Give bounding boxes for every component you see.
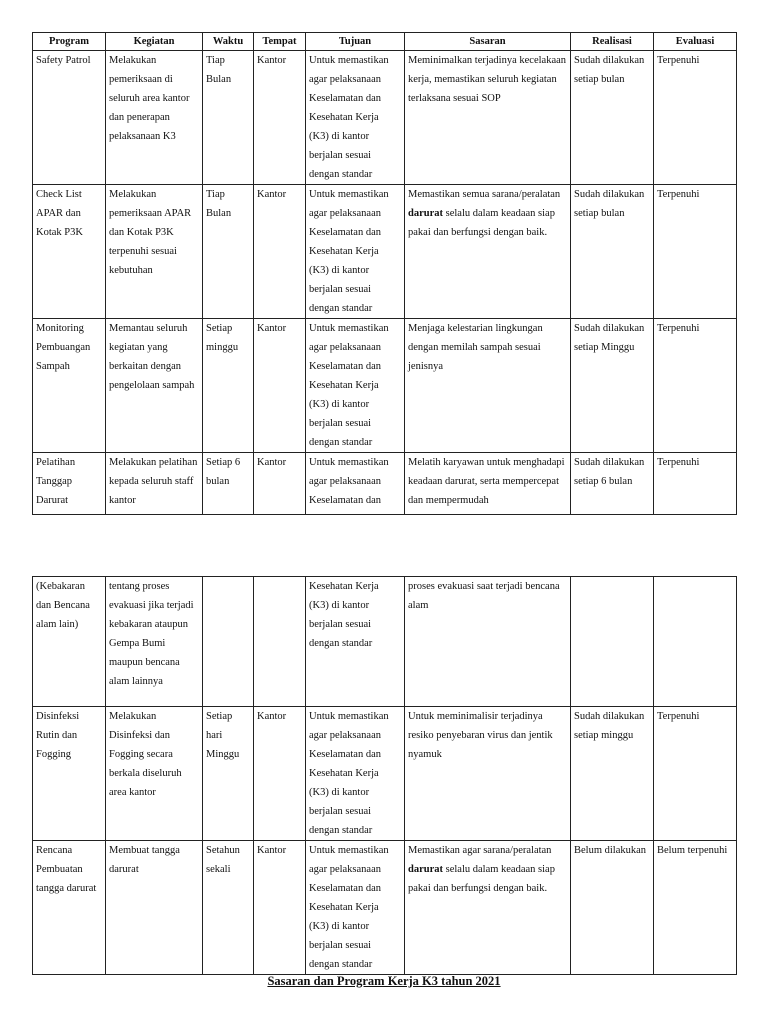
table-row xyxy=(33,185,737,319)
k3-program-table-part2 xyxy=(32,576,737,975)
header-evaluasi: Evaluasi xyxy=(654,33,737,51)
cell-tempat: Kantor xyxy=(254,51,306,185)
document-caption: Sasaran dan Program Kerja K3 tahun 2021 xyxy=(267,974,501,988)
cell-waktu: Setiap hari Minggu xyxy=(203,707,254,841)
cell-sasaran: Meminimalkan terjadinya kecelakaan kerja, memastikan seluruh kegiatan terlaksana sesuai SOP xyxy=(405,51,571,185)
cell-sasaran: Menjaga kelestarian lingkungan dengan memilah sampah sesuai jenisnya xyxy=(405,319,571,453)
table-row xyxy=(33,841,737,975)
cell-sasaran: Untuk meminimalisir terjadinya resiko penyebaran virus dan jentik nyamuk xyxy=(405,707,571,841)
cell-waktu: Setiap minggu xyxy=(203,319,254,453)
header-tempat: Tempat xyxy=(254,33,306,51)
cell-evaluasi: Terpenuhi xyxy=(654,51,737,185)
cell-evaluasi: Terpenuhi xyxy=(654,707,737,841)
cell-kegiatan: Melakukan pemeriksaan di seluruh area kantor dan penerapan pelaksanaan K3 xyxy=(106,51,203,185)
k3-program-table-part1 xyxy=(32,32,737,515)
header-tujuan: Tujuan xyxy=(306,33,405,51)
sasaran-text: Memastikan semua sarana/peralatan xyxy=(408,189,561,200)
sasaran-text: Memastikan agar sarana/peralatan xyxy=(408,845,552,856)
header-realisasi: Realisasi xyxy=(571,33,654,51)
cell-waktu: Tiap Bulan xyxy=(203,185,254,319)
table-row xyxy=(33,577,737,707)
cell-program: Safety Patrol xyxy=(33,51,106,185)
cell-realisasi xyxy=(571,577,654,707)
cell-kegiatan: Melakukan Disinfeksi dan Fogging secara berkala diseluruh area kantor xyxy=(106,707,203,841)
table-row xyxy=(33,707,737,841)
cell-kegiatan: Memantau seluruh kegiatan yang berkaitan dengan pengelolaan sampah xyxy=(106,319,203,453)
cell-program: Pelatihan Tanggap Darurat xyxy=(33,453,106,515)
cell-kegiatan: Melakukan pemeriksaan APAR dan Kotak P3K terpenuhi sesuai kebutuhan xyxy=(106,185,203,319)
cell-program: Disinfeksi Rutin dan Fogging xyxy=(33,707,106,841)
table-row xyxy=(33,453,737,515)
cell-tempat: Kantor xyxy=(254,319,306,453)
cell-realisasi: Sudah dilakukan setiap bulan xyxy=(571,51,654,185)
cell-kegiatan: tentang proses evakuasi jika terjadi kebakaran ataupun Gempa Bumi maupun bencana alam lainnya xyxy=(106,577,203,707)
cell-kegiatan: Melakukan pelatihan kepada seluruh staff kantor xyxy=(106,453,203,515)
cell-evaluasi: Terpenuhi xyxy=(654,319,737,453)
cell-tempat: Kantor xyxy=(254,453,306,515)
cell-realisasi: Sudah dilakukan setiap 6 bulan xyxy=(571,453,654,515)
cell-waktu: Tiap Bulan xyxy=(203,51,254,185)
header-program: Program xyxy=(33,33,106,51)
sasaran-text: selalu dalam keadaan siap pakai dan berfungsi dengan baik. xyxy=(408,208,555,238)
table-row xyxy=(33,319,737,453)
header-waktu: Waktu xyxy=(203,33,254,51)
cell-tujuan: Untuk memastikan agar pelaksanaan Keselamatan dan xyxy=(306,453,405,515)
cell-realisasi: Sudah dilakukan setiap minggu xyxy=(571,707,654,841)
cell-tempat: Kantor xyxy=(254,185,306,319)
cell-waktu: Setahun sekali xyxy=(203,841,254,975)
cell-evaluasi: Terpenuhi xyxy=(654,453,737,515)
sasaran-text: selalu dalam keadaan siap pakai dan berfungsi dengan baik. xyxy=(408,864,555,894)
cell-sasaran: Melatih karyawan untuk menghadapi keadaan darurat, serta mempercepat dan mempermudah xyxy=(405,453,571,515)
cell-tujuan: Untuk memastikan agar pelaksanaan Keselamatan dan Kesehatan Kerja (K3) di kantor berjalan sesuai dengan standar xyxy=(306,185,405,319)
cell-realisasi: Sudah dilakukan setiap Minggu xyxy=(571,319,654,453)
header-kegiatan: Kegiatan xyxy=(106,33,203,51)
cell-tujuan: Untuk memastikan agar pelaksanaan Keselamatan dan Kesehatan Kerja (K3) di kantor berjalan sesuai dengan standar xyxy=(306,51,405,185)
cell-tujuan: Untuk memastikan agar pelaksanaan Keselamatan dan Kesehatan Kerja (K3) di kantor berjalan sesuai dengan standar xyxy=(306,841,405,975)
cell-waktu xyxy=(203,577,254,707)
cell-program: Monitoring Pembuangan Sampah xyxy=(33,319,106,453)
cell-tempat: Kantor xyxy=(254,707,306,841)
cell-sasaran: proses evakuasi saat terjadi bencana alam xyxy=(405,577,571,707)
cell-tujuan: Untuk memastikan agar pelaksanaan Keselamatan dan Kesehatan Kerja (K3) di kantor berjalan sesuai dengan standar xyxy=(306,707,405,841)
cell-kegiatan: Membuat tangga darurat xyxy=(106,841,203,975)
cell-evaluasi: Belum terpenuhi xyxy=(654,841,737,975)
table-row xyxy=(33,51,737,185)
cell-sasaran xyxy=(405,841,571,975)
cell-waktu: Setiap 6 bulan xyxy=(203,453,254,515)
sasaran-keyword: darurat xyxy=(408,864,443,875)
cell-tujuan: Untuk memastikan agar pelaksanaan Keselamatan dan Kesehatan Kerja (K3) di kantor berjalan sesuai dengan standar xyxy=(306,319,405,453)
cell-tujuan: Kesehatan Kerja (K3) di kantor berjalan sesuai dengan standar xyxy=(306,577,405,707)
cell-realisasi: Belum dilakukan xyxy=(571,841,654,975)
table-header-row xyxy=(33,33,737,51)
cell-evaluasi xyxy=(654,577,737,707)
cell-realisasi: Sudah dilakukan setiap bulan xyxy=(571,185,654,319)
sasaran-keyword: darurat xyxy=(408,208,443,219)
cell-tempat: Kantor xyxy=(254,841,306,975)
cell-tempat xyxy=(254,577,306,707)
cell-program: Rencana Pembuatan tangga darurat xyxy=(33,841,106,975)
cell-evaluasi: Terpenuhi xyxy=(654,185,737,319)
cell-program: (Kebakaran dan Bencana alam lain) xyxy=(33,577,106,707)
cell-program: Check List APAR dan Kotak P3K xyxy=(33,185,106,319)
cell-sasaran xyxy=(405,185,571,319)
header-sasaran: Sasaran xyxy=(405,33,571,51)
